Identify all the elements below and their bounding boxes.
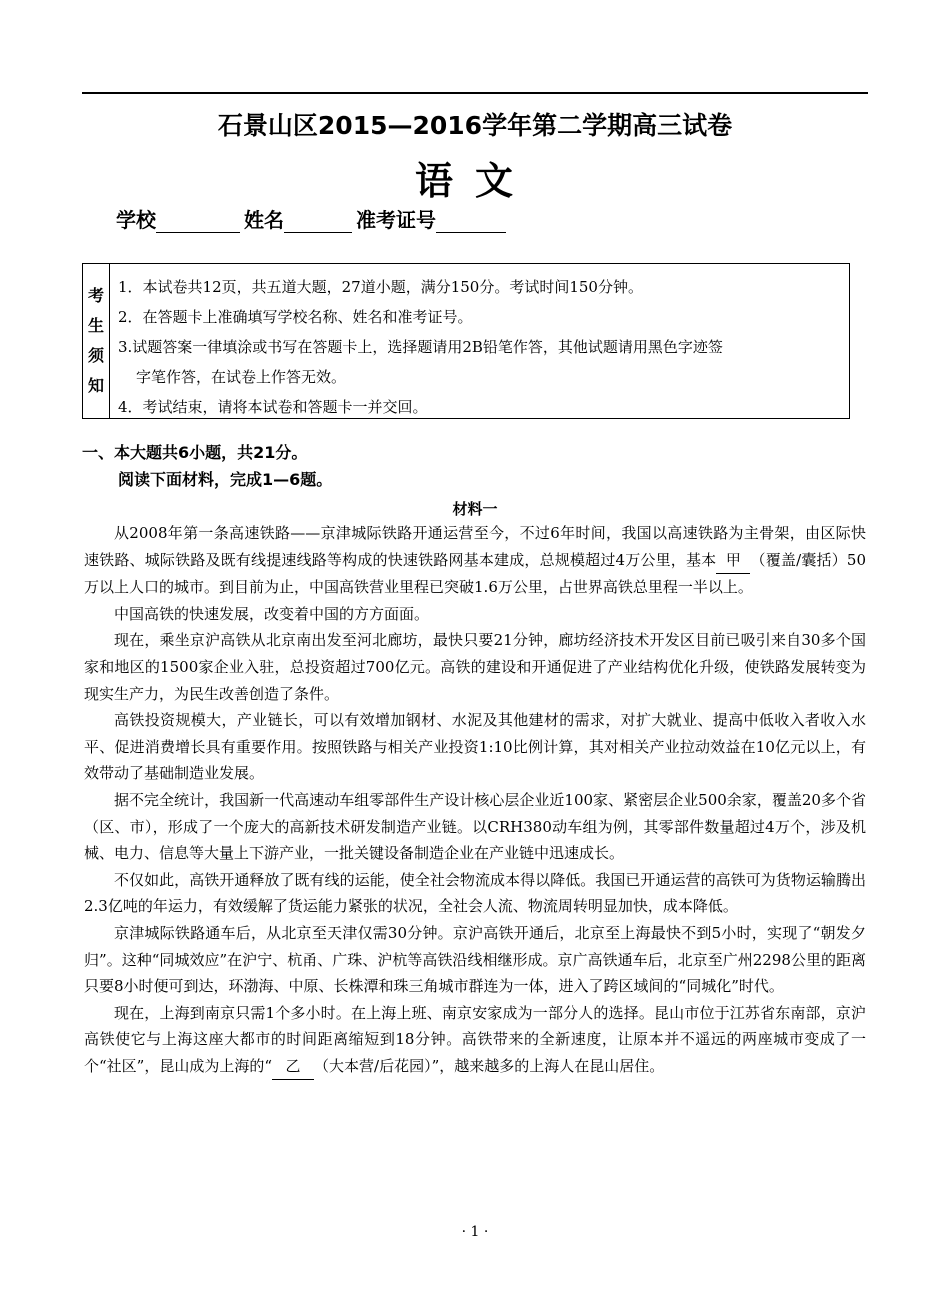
examinee-notice-box xyxy=(82,263,850,419)
paragraph: 据不完全统计，我国新一代高速动车组零部件生产设计核心层企业近100家、紧密层企业500余家，覆盖20多个省（区、市），形成了一个庞大的高新技术研发制造产业链。以CRH380动车组为例，其零部件数量超过4万个，涉及机械、电力、信息等大量上下游产业，一批关键设备制造企业在产业链中迅速成长。 xyxy=(84,790,866,863)
notice-heading: 考 生 须 知 xyxy=(83,264,110,418)
reading-instruction: 阅读下面材料，完成1—6题。 xyxy=(118,470,333,489)
notice-item: 2．在答题卡上准确填写学校名称、姓名和准考证号。 xyxy=(118,308,473,326)
subject-title: 语文 xyxy=(414,159,535,203)
paragraph: 高铁投资规模大，产业链长，可以有效增加钢材、水泥及其他建材的需求，对扩大就业、提高中低收入者收入水平、促进消费增长具有重要作用。按照铁路与相关产业投资1:10比例计算，其对相关产业拉动效益在10亿元以上，有效带动了基础制造业发展。 xyxy=(84,711,866,783)
notice-item-continued: 字笔作答，在试卷上作答无效。 xyxy=(136,368,347,386)
name-blank[interactable] xyxy=(284,212,352,233)
notice-items xyxy=(110,264,849,418)
paragraph: 现在，上海到南京只需1个多小时。在上海上班、南京安家成为一部分人的选择。昆山市位于江苏省东南部，京沪高铁使它与上海这座大都市的时间距离缩短到18分钟。高铁带来的全新速度，让原本并不遥远的两座城市变成了一个“社区”，昆山成为上海的“ 乙 （大本营/后花园）”，越来越多的上海人在昆山居住。 xyxy=(84,1000,866,1081)
page-number: · 1 · xyxy=(461,1224,489,1240)
name-label: 姓名 xyxy=(244,208,284,232)
paragraph: 京津城际铁路通车后，从北京至天津仅需30分钟。京沪高铁开通后，北京至上海最快不到5小时，实现了“朝发夕归”。这种“同城效应”在沪宁、杭甬、广珠、沪杭等高铁沿线相继形成。京广高铁通车后，北京至广州2298公里的距离只要8小时便可到达，环渤海、中原、长株潭和珠三角城市群连为一体，进入了跨区域间的“同城化”时代。 xyxy=(84,923,866,996)
exam-id-label: 准考证号 xyxy=(356,208,436,232)
blank-yi[interactable]: 乙 xyxy=(272,1053,314,1081)
notice-item: 4．考试结束，请将本试卷和答题卡一并交回。 xyxy=(118,398,428,416)
material-title: 材料一 xyxy=(452,500,498,518)
paragraph: 现在，乘坐京沪高铁从北京南出发至河北廊坊，最快只要21分钟，廊坊经济技术开发区目前已吸引来自30多个国家和地区的1500家企业入驻，总投资超过700亿元。高铁的建设和开通促进了产业结构优化升级，使铁路发展转变为现实生产力，为民生改善创造了条件。 xyxy=(84,631,866,703)
exam-title: 石景山区2015—2016学年第二学期高三试卷 xyxy=(217,111,733,140)
paragraph: 中国高铁的快速发展，改变着中国的方方面面。 xyxy=(114,604,430,623)
exam-id-blank[interactable] xyxy=(436,212,506,233)
header-rule xyxy=(82,92,868,94)
school-label: 学校 xyxy=(116,208,156,232)
student-info-line xyxy=(116,204,510,233)
notice-item: 1．本试卷共12页，共五道大题，27道小题，满分150分。考试时间150分钟。 xyxy=(118,278,643,296)
school-blank[interactable] xyxy=(156,212,240,233)
passage xyxy=(84,520,866,1080)
blank-jia[interactable]: 甲 xyxy=(716,547,750,575)
notice-item: 3.试题答案一律填涂或书写在答题卡上，选择题请用2B铅笔作答，其他试题请用黑色字迹签 xyxy=(118,338,723,356)
paragraph: 不仅如此，高铁开通释放了既有线的运能，使全社会物流成本得以降低。我国已开通运营的高铁可为货物运输腾出2.3亿吨的年运力，有效缓解了货运能力紧张的状况，全社会人流、物流周转明显加快，成本降低。 xyxy=(84,870,866,916)
paragraph: 从2008年第一条高速铁路——京津城际铁路开通运营至今，不过6年时间，我国以高速铁路为主骨架，由区际快速铁路、城际铁路及既有线提速线路等构成的快速铁路网基本建成，总规模超过4万公里，基本 甲 （覆盖/囊括）50万以上人口的城市。到目前为止，中国高铁营业里程已突破1.6万公里，占世界高铁总里程一半以上。 xyxy=(84,524,866,597)
section-heading: 一、本大题共6小题，共21分。 xyxy=(82,443,308,462)
